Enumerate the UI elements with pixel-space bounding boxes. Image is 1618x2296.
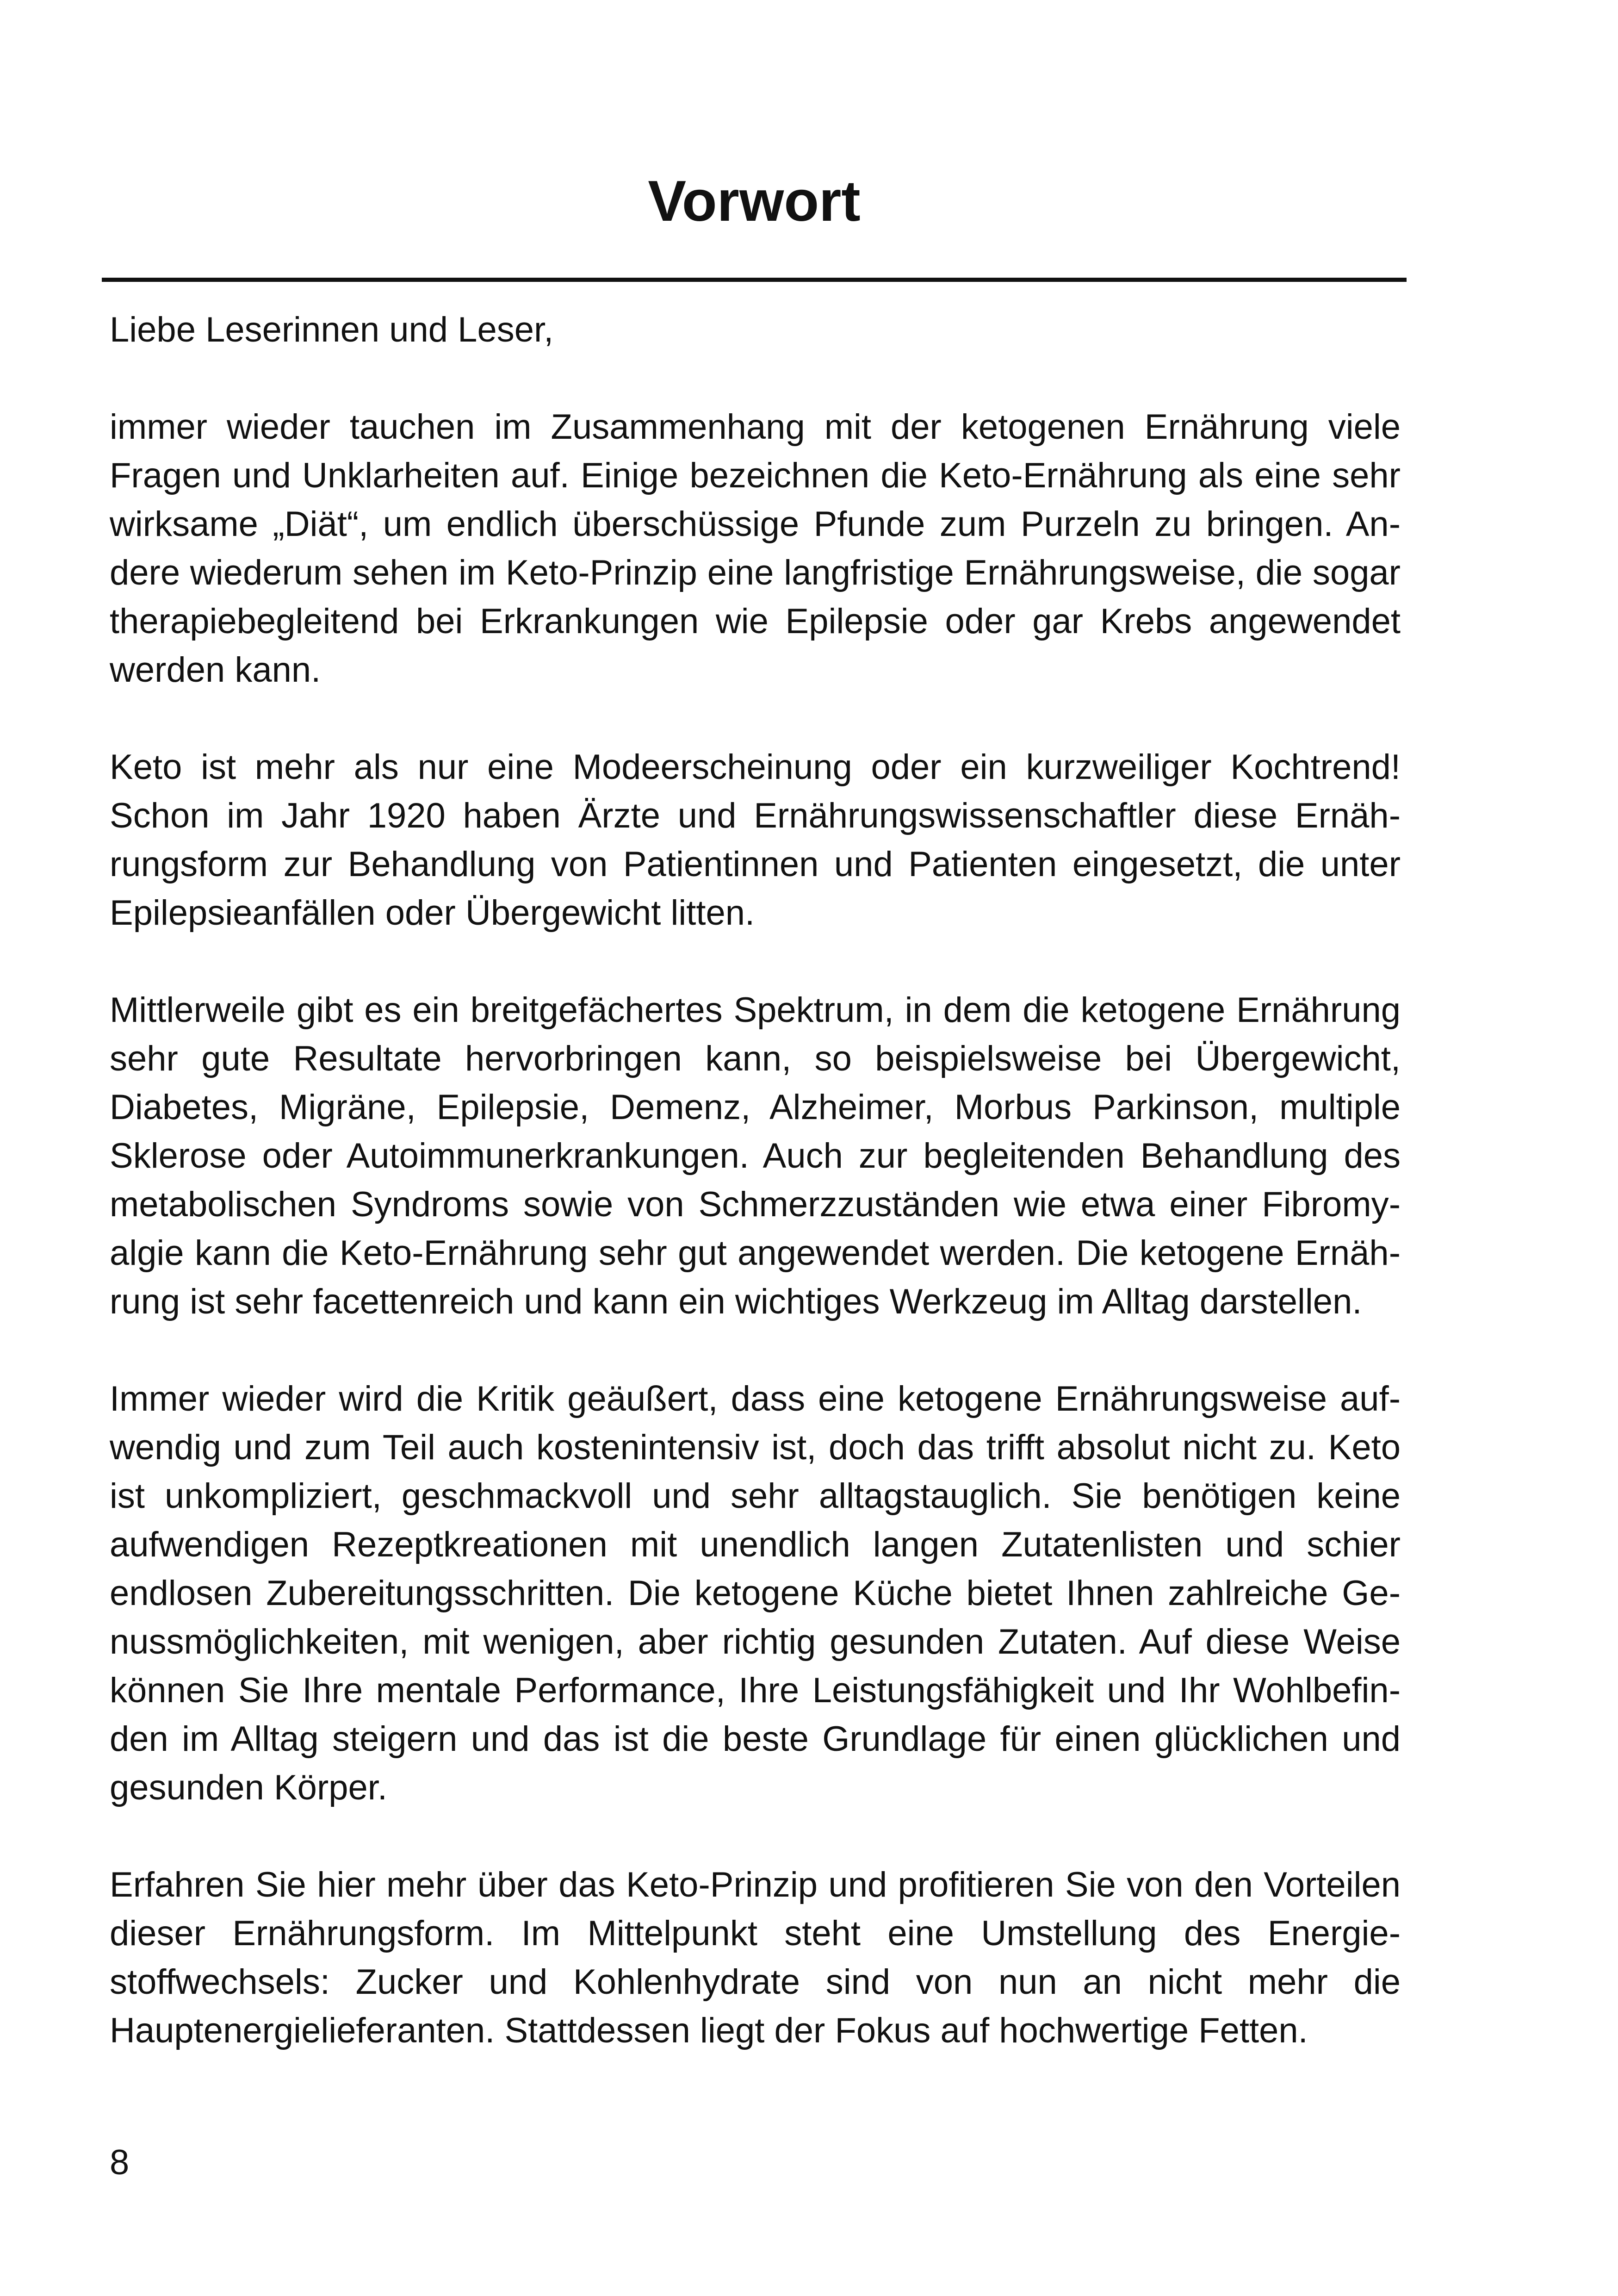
title-rule [102, 278, 1407, 282]
paragraph: immer wieder tauchen im Zusammenhang mit der ketogenen Ernährung viele Fragen und Unklarheiten auf. Einige bezeichnen die Keto-Ernährung als eine sehr wirksame „Diät“, um endlich überschüssige Pfunde zum Purzeln zu bringen. Andere wiederum sehen im Keto-Prinzip eine langfristige Ernährungsweise, die sogar therapiebegleitend bei Erkrankungen wie Epilepsie oder gar Krebs angewendet werden kann. [110, 407, 1401, 690]
body-text [110, 305, 1401, 2055]
paragraph: Immer wieder wird die Kritik geäußert, dass eine ketogene Ernährungsweise aufwendig und zum Teil auch kostenintensiv ist, doch das trifft absolut nicht zu. Keto ist unkompliziert, geschmackvoll und sehr alltagstauglich. Sie benötigen keine aufwendigen Rezeptkreationen mit unendlich langen Zutatenlisten und schier endlosen Zubereitungsschritten. Die ketogene Küche bietet Ihnen zahlreiche Genussmöglichkeiten, mit wenigen, aber richtig gesunden Zutaten. Auf diese Weise können Sie Ihre mentale Performance, Ihre Leistungsfähigkeit und Ihr Wohlbefinden im Alltag steigern und das ist die beste Grundlage für einen glücklichen und gesunden Körper. [110, 1379, 1401, 1807]
paragraph: Mittlerweile gibt es ein breitgefächertes Spektrum, in dem die ketogene Ernährung sehr gute Resultate hervorbringen kann, so beispielsweise bei Übergewicht, Diabetes, Migräne, Epilepsie, Demenz, Alzheimer, Morbus Parkinson, multiple Sklerose oder Autoimmunerkrankungen. Auch zur begleitenden Behandlung des metabolischen Syndroms sowie von Schmerzzuständen wie etwa einer Fibromyalgie kann die Keto-Ernährung sehr gut angewendet werden. Die ketogene Ernährung ist sehr facettenreich und kann ein wichtiges Werkzeug im Alltag darstellen. [110, 990, 1401, 1321]
paragraph: Erfahren Sie hier mehr über das Keto-Prinzip und profitieren Sie von den Vorteilen dieser Ernährungsform. Im Mittelpunkt steht eine Umstellung des Energiestoffwechsels: Zucker und Kohlenhydrate sind von nun an nicht mehr die Hauptenergielieferanten. Stattdessen liegt der Fokus auf hochwertige Fetten. [110, 1865, 1401, 2050]
page-title: Vorwort [648, 169, 861, 233]
page-number: 8 [110, 2143, 130, 2182]
paragraph-salutation: Liebe Leserinnen und Leser, [110, 310, 554, 349]
paragraph: Keto ist mehr als nur eine Modeerscheinung oder ein kurzweiliger Kochtrend! Schon im Jahr 1920 haben Ärzte und Ernährungswissenschaftler diese Ernährungsform zur Behandlung von Patientinnen und Patienten eingesetzt, die unter Epilepsieanfällen oder Übergewicht litten. [110, 747, 1401, 933]
